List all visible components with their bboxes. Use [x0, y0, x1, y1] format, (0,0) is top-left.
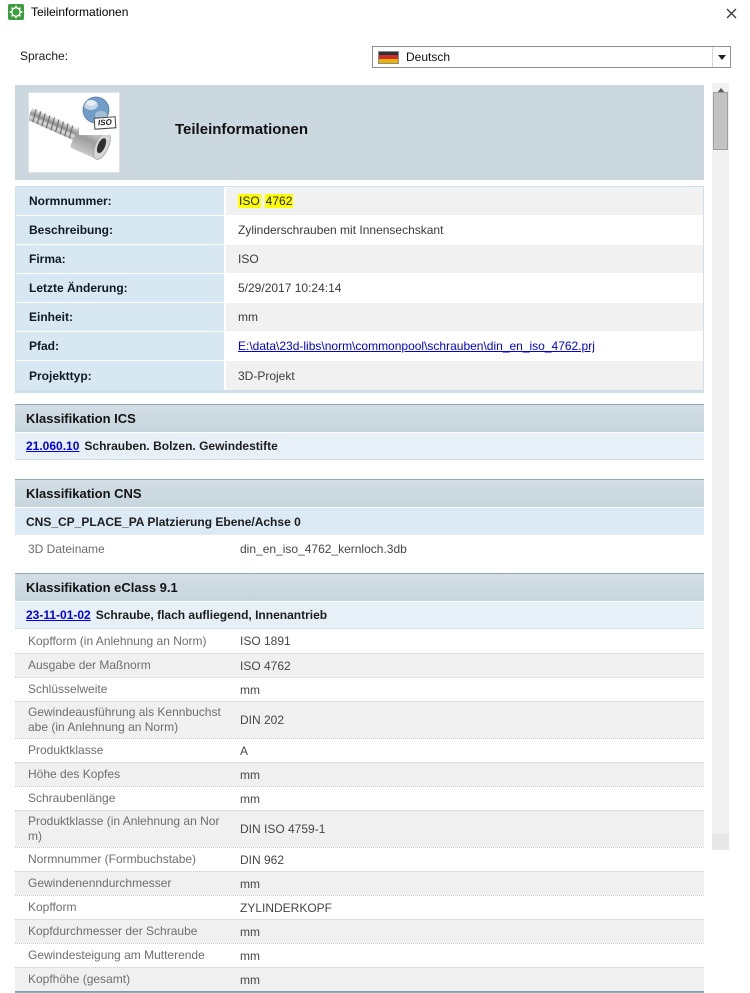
row-value: mm	[240, 791, 260, 806]
scroll-down-button[interactable]	[712, 834, 729, 850]
table-row	[16, 303, 703, 332]
row-label: Pfad:	[16, 332, 226, 360]
row-label: Gewindeausführung als Kennbuchstabe (in Anlehnung an Norm)	[28, 705, 221, 734]
row-value: mm	[240, 767, 260, 782]
table-row	[15, 786, 704, 810]
row-label: Schraubenlänge	[28, 791, 116, 805]
part-header-title: Teileinformationen	[175, 121, 309, 138]
part-header	[15, 85, 704, 180]
ics-classification-row	[15, 432, 704, 460]
table-row	[15, 653, 704, 677]
row-value: mm	[240, 972, 260, 987]
row-value: mm	[240, 948, 260, 963]
section-header-eclass	[15, 573, 704, 601]
content-area	[15, 85, 704, 993]
cns-subheader	[15, 507, 704, 535]
table-row	[16, 216, 703, 245]
table-row	[15, 701, 704, 738]
info-table	[15, 186, 704, 393]
row-label: Gewindenenndurchmesser	[28, 876, 172, 890]
row-value: DIN 202	[240, 713, 285, 727]
iso-badge: ISO	[94, 116, 117, 129]
table-row	[15, 871, 704, 895]
language-dropdown[interactable]	[372, 46, 731, 68]
table-row	[15, 943, 704, 967]
row-label: Kopfform	[28, 900, 77, 914]
language-row	[0, 46, 750, 68]
dropdown-button[interactable]	[712, 47, 730, 67]
part-image	[28, 92, 120, 173]
row-value: ISO 1891	[240, 634, 291, 648]
row-label: Schlüsselweite	[28, 682, 108, 696]
project-path-link[interactable]: E:\data\23d-libs\norm\commonpool\schrauben\din_en_iso_4762.prj	[238, 339, 595, 353]
table-row	[15, 919, 704, 943]
titlebar	[0, 0, 750, 24]
eclass-classification-row	[15, 601, 704, 629]
app-icon	[8, 4, 24, 20]
table-row	[16, 187, 703, 216]
row-value: mm	[240, 876, 260, 891]
table-row	[15, 810, 704, 847]
scrollbar[interactable]	[712, 83, 729, 850]
row-value: mm	[226, 303, 703, 331]
german-flag-icon	[378, 51, 399, 64]
scrollbar-thumb[interactable]	[713, 92, 728, 150]
ics-code-link[interactable]: 21.060.10	[26, 439, 80, 453]
row-value: din_en_iso_4762_kernloch.3db	[240, 542, 407, 556]
table-row	[16, 361, 703, 390]
table-row	[15, 629, 704, 653]
row-label: Gewindesteigung am Mutterende	[28, 948, 205, 962]
table-row	[15, 677, 704, 701]
row-label: Produktklasse	[28, 743, 104, 757]
row-label: Letzte Änderung:	[16, 274, 226, 302]
iso-globe-icon	[79, 95, 117, 135]
row-label: Normnummer:	[16, 187, 226, 215]
row-value	[226, 332, 703, 360]
eclass-code-link[interactable]: 23-11-01-02	[26, 608, 91, 622]
row-label: Beschreibung:	[16, 216, 226, 244]
row-label: Kopfhöhe (gesamt)	[28, 972, 131, 986]
close-icon	[726, 8, 737, 19]
row-value: ISO	[226, 245, 703, 273]
ics-description: Schrauben. Bolzen. Gewindestifte	[84, 439, 278, 453]
close-button[interactable]	[718, 3, 744, 23]
row-label: Einheit:	[16, 303, 226, 331]
highlighted-term: 4762	[265, 194, 293, 208]
row-value: 5/29/2017 10:24:14	[226, 274, 703, 302]
section-header-cns	[15, 479, 704, 507]
window-title: Teileinformationen	[31, 5, 129, 19]
row-label: Firma:	[16, 245, 226, 273]
language-label: Sprache:	[20, 49, 69, 63]
table-row	[15, 847, 704, 871]
chevron-down-icon	[718, 55, 726, 60]
section-title: Klassifikation CNS	[26, 486, 142, 501]
row-label: Projekttyp:	[16, 361, 226, 390]
cns-subheader-text: CNS_CP_PLACE_PA Platzierung Ebene/Achse 0	[26, 514, 301, 529]
row-label: Produktklasse (in Anlehnung an Norm)	[28, 814, 220, 843]
row-value: DIN 962	[240, 852, 285, 867]
table-row	[15, 535, 704, 563]
row-label: Kopfdurchmesser der Schraube	[28, 924, 198, 938]
row-label: Höhe des Kopfes	[28, 767, 121, 781]
highlighted-term: ISO	[239, 194, 260, 208]
table-row	[15, 895, 704, 919]
row-value: DIN ISO 4759-1	[240, 822, 326, 836]
row-value: mm	[240, 682, 260, 697]
row-value: 3D-Projekt	[226, 361, 703, 390]
table-row	[15, 762, 704, 786]
table-row	[16, 332, 703, 361]
row-value: ZYLINDERKOPF	[240, 900, 333, 915]
language-selected-value: Deutsch	[406, 50, 451, 64]
eclass-description: Schraube, flach aufliegend, Innenantrieb	[95, 608, 328, 622]
section-title: Klassifikation ICS	[26, 411, 136, 426]
row-value: A	[240, 743, 249, 758]
row-value: ISO 4762	[240, 658, 291, 673]
row-label: Ausgabe der Maßnorm	[28, 658, 151, 672]
section-title: Klassifikation eClass 9.1	[26, 580, 178, 595]
row-label: Normnummer (Formbuchstabe)	[28, 852, 197, 866]
table-row	[15, 967, 704, 991]
table-row	[15, 738, 704, 762]
table-row	[16, 274, 703, 303]
row-label: 3D Dateiname	[28, 541, 105, 556]
table-row	[16, 245, 703, 274]
section-header-ics	[15, 404, 704, 432]
row-value: Zylinderschrauben mit Innensechskant	[226, 216, 703, 244]
row-value	[226, 187, 703, 215]
row-value: mm	[240, 924, 260, 939]
row-label: Kopfform (in Anlehnung an Norm)	[28, 633, 207, 648]
